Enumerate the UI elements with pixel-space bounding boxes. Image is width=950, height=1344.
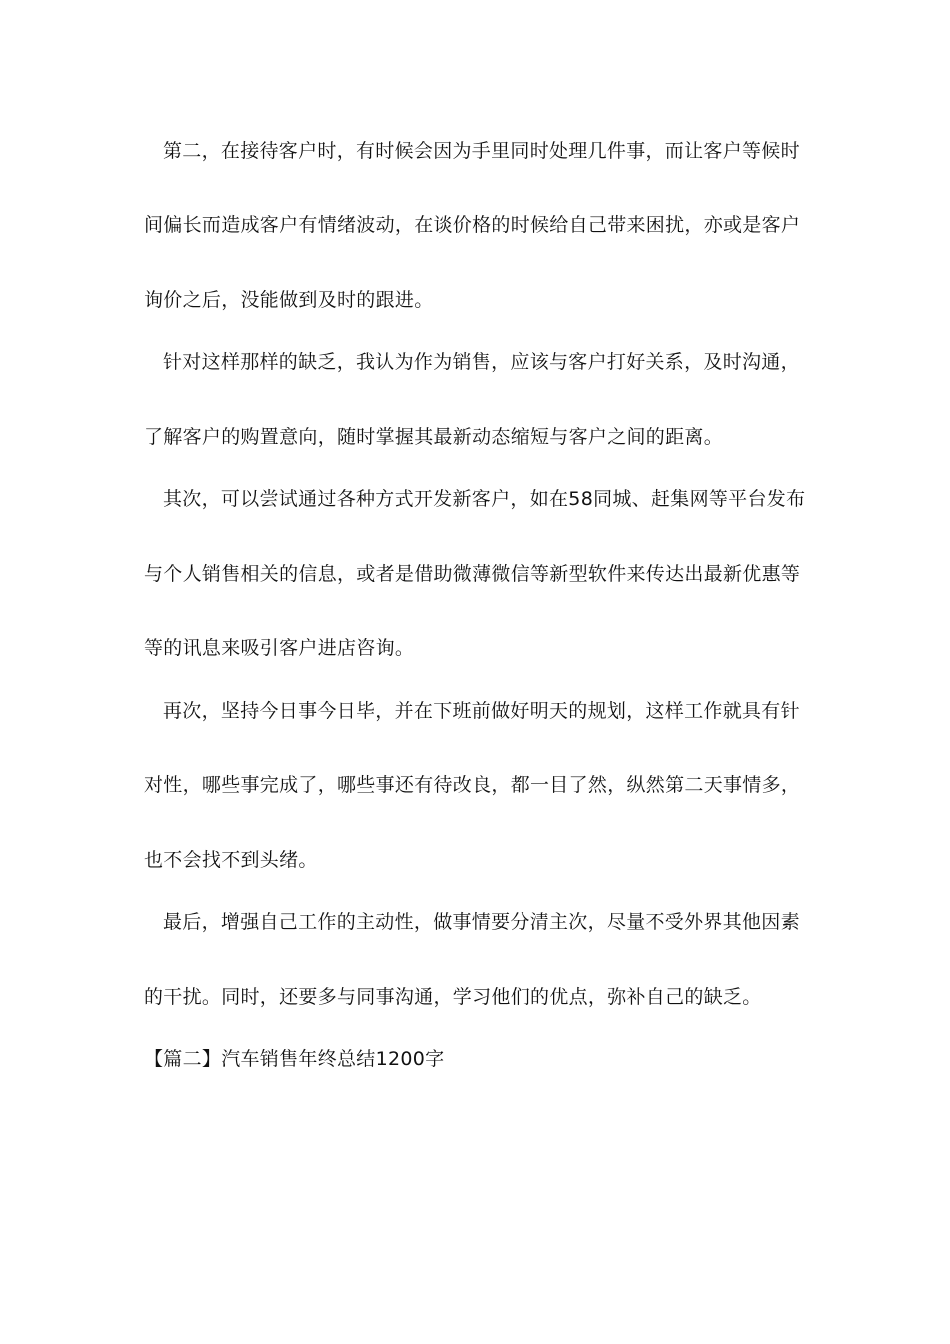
paragraph-5-line-1: 最后，增强自己工作的主动性，做事情要分清主次，尽量不受外界其他因素 bbox=[163, 911, 800, 933]
section-heading: 【篇二】汽车销售年终总结1200字 bbox=[144, 1048, 445, 1070]
paragraph-2-line-1: 针对这样那样的缺乏，我认为作为销售，应该与客户打好关系，及时沟通， bbox=[163, 351, 800, 373]
paragraph-1-line-2: 间偏长而造成客户有情绪波动，在谈价格的时候给自己带来困扰，亦或是客户 bbox=[144, 214, 801, 236]
paragraph-3-line-1: 其次，可以尝试通过各种方式开发新客户，如在58同城、赶集网等平台发布 bbox=[163, 488, 806, 510]
paragraph-4-line-2: 对性，哪些事完成了，哪些事还有待改良，都一目了然，纵然第二天事情多， bbox=[144, 774, 801, 796]
paragraph-3-line-3: 等的讯息来吸引客户进店咨询。 bbox=[144, 637, 415, 659]
paragraph-5-line-2: 的干扰。同时，还要多与同事沟通，学习他们的优点，弥补自己的缺乏。 bbox=[144, 986, 762, 1008]
paragraph-4-line-3: 也不会找不到头绪。 bbox=[144, 849, 318, 871]
paragraph-3-line-2: 与个人销售相关的信息，或者是借助微薄微信等新型软件来传达出最新优惠等 bbox=[144, 563, 801, 585]
paragraph-1-line-3: 询价之后，没能做到及时的跟进。 bbox=[144, 289, 434, 311]
paragraph-1-line-1: 第二，在接待客户时，有时候会因为手里同时处理几件事，而让客户等候时 bbox=[163, 140, 800, 162]
paragraph-2-line-2: 了解客户的购置意向，随时掌握其最新动态缩短与客户之间的距离。 bbox=[144, 426, 724, 448]
paragraph-4-line-1: 再次，坚持今日事今日毕，并在下班前做好明天的规划，这样工作就具有针 bbox=[163, 700, 800, 722]
